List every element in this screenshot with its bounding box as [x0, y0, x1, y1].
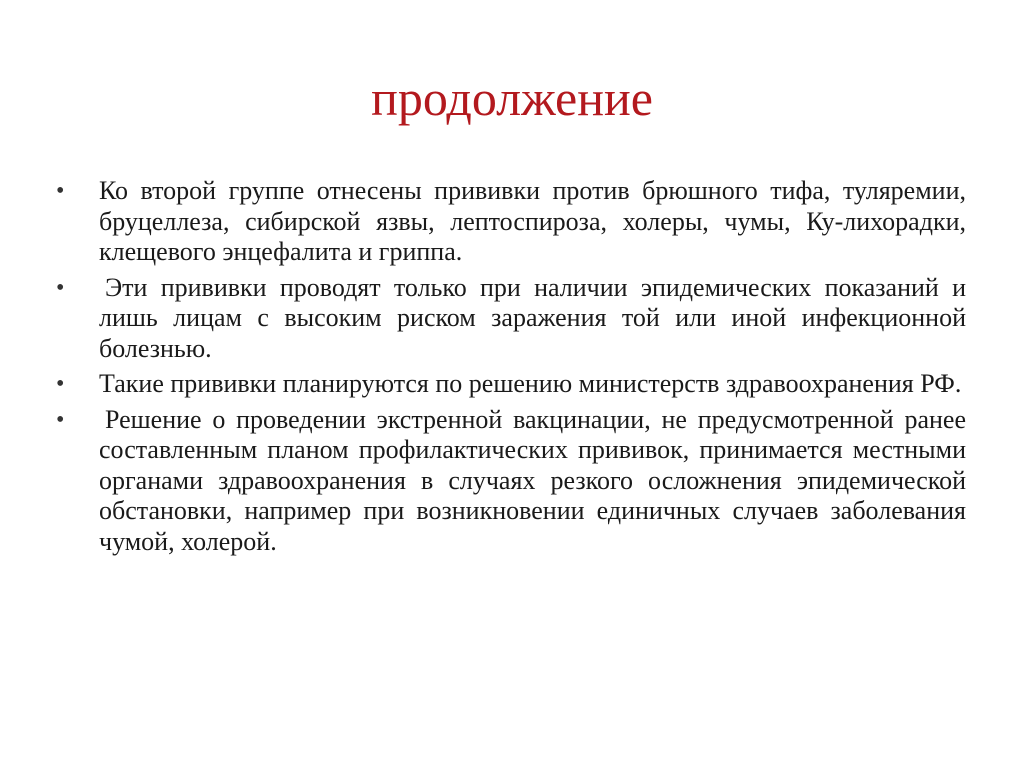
- bullet-list: [56, 176, 966, 562]
- bullet-text: Ко второй группе отнесены прививки против брюшного тифа, туляремии, бруцеллеза, сибирской язвы, лептоспироза, холеры, чумы, Ку-лихорадки, клещевого энцефалита и гриппа.: [99, 176, 966, 266]
- bullet-marker: •: [56, 178, 65, 204]
- bullet-item: [56, 369, 966, 400]
- bullet-marker: •: [56, 371, 65, 397]
- bullet-marker: •: [56, 406, 65, 433]
- bullet-text: Эти прививки проводят только при наличии эпидемических показаний и лишь лицам с высоким риском заражения той или иной инфекционной болезнью.: [99, 272, 966, 363]
- bullet-item: [56, 273, 966, 365]
- bullet-text: Решение о проведении экстренной вакцинации, не предусмотренной ранее составленным планом профилактических прививок, принимается местными органами здравоохранения в случаях резкого осложнения эпидемической обстановки, например при возникновении единичных случаев заболевания чумой, холерой.: [99, 404, 966, 556]
- bullet-item: [56, 176, 966, 268]
- slide-title: продолжение: [371, 70, 653, 126]
- bullet-item: [56, 405, 966, 558]
- bullet-marker: •: [56, 274, 65, 301]
- bullet-text: Такие прививки планируются по решению министерств здравоохранения РФ.: [99, 369, 962, 398]
